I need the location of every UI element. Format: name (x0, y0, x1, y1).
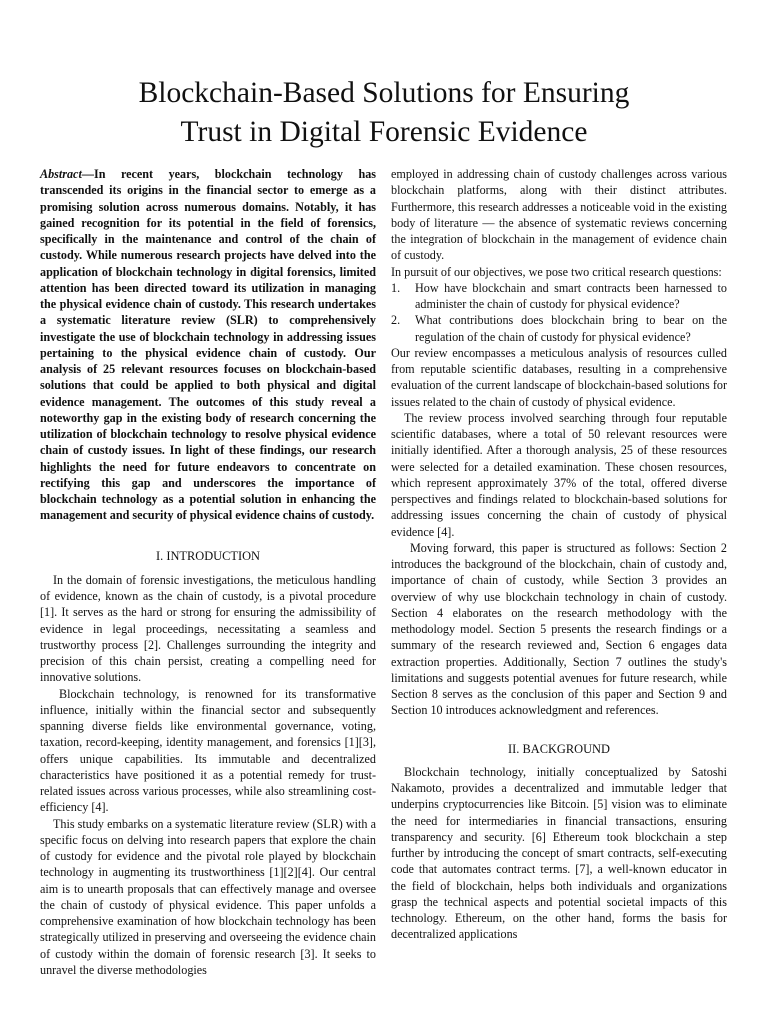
section-heading-background: II. BACKGROUND (508, 741, 610, 756)
list-number: 1. (391, 280, 401, 295)
right-paragraph-5: Moving forward, this paper is structured as follows: Section 2 introduces the background of the blockchain, chain of custody and, importance of chain of custody, while Section 3 provides an overview of why use blockchain technology in chain of custody. Section 4 elaborates on the research methodology with the methodology model. Section 5 presents the research findings or a summary of the research reviewed and, Section 6 engages data extraction properties. Additionally, Section 7 outlines the study's limitations and suggests potential avenues for future research, while Section 8 serves as the conclusion of this paper and Section 9 and Section 10 introduces acknowledgment and references. (391, 540, 727, 718)
research-question-text: How have blockchain and smart contracts been harnessed to administer the chain of custody for physical evidence? (415, 280, 727, 311)
right-paragraph-1: employed in addressing chain of custody challenges across various blockchain platforms, along with their distinct attributes. Furthermore, this research addresses a noticeable void in the existing body of literature — the absence of systematic reviews concerning the integration of blockchain in the management of evidence chain of custody. (391, 167, 727, 263)
intro-paragraph-1: In the domain of forensic investigations, the meticulous handling of evidence, known as the chain of custody, is a pivotal procedure [1]. It serves as the hard or strong for ensuring the admissibility of evidence in legal proceedings, necessitating a seamless and trustworthy process [2]. Challenges surrounding the integrity and precision of this chain persist, creating a compelling need for innovative solutions. (40, 572, 376, 685)
background-paragraph-1: Blockchain technology, initially conceptualized by Satoshi Nakamoto, provides a decentralized and immutable ledger that underpins cryptocurrencies like Bitcoin. [5] vision was to eliminate the need for intermediaries in financial transactions, ensuring transparency and security. [6] Ethereum took blockchain a step further by introducing the concept of smart contracts, self-executing code that automates contract terms. [7], a well-known educator in the field of blockchain, helps both individuals and organizations grasp the technical aspects and potential societal impacts of this technology. Ethereum, on the other hand, forms the basis for decentralized applications (391, 764, 727, 942)
intro-paragraph-3: This study embarks on a systematic literature review (SLR) with a specific focus on delving into research papers that explore the chain of custody for evidence and the pivotal role played by blockchain technology in augmenting its trustworthiness [1][2][4]. Our central aim is to unearth proposals that can effectively manage and oversee the chain of custody of physical evidence. This paper unfolds a comprehensive examination of how blockchain technology has been strategically utilized in preserving and overseeing the evidence chain of custody within the domain of forensic research [3]. It seeks to unravel the diverse methodologies (40, 816, 376, 977)
right-column (391, 166, 727, 943)
right-paragraph-4: The review process involved searching through four reputable scientific databases, where a total of 50 relevant resources were initially identified. After a thorough analysis, 25 of these resources were selected for a detailed examination. These chosen resources, which represent approximately 37% of the total, offered diverse perspectives and findings related to blockchain-based solutions for addressing issues concerning the chain of custody of physical evidence [4]. (391, 410, 727, 539)
intro-paragraph-2: Blockchain technology, is renowned for its transformative influence, initially within the financial sector and subsequently spanning diverse fields like environmental governance, voting, taxation, record-keeping, identity management, and forensics [1][3], offers unique capabilities. Its immutable and decentralized characteristics have positioned it as a potential remedy for trust-related issues across various processes, while also streamlining cost-efficiency [4]. (40, 686, 376, 815)
left-column (40, 166, 376, 978)
research-questions-intro: In pursuit of our objectives, we pose two critical research questions: (391, 264, 722, 279)
list-number: 2. (391, 313, 401, 328)
paper-title (0, 74, 768, 152)
abstract-label: Abstract— (40, 167, 94, 181)
abstract-text: In recent years, blockchain technology has transcended its origins in the financial sector to emerge as a promising solution across numerous domains. Notably, it has gained recognition for its potential in the field of forensics, specifically in the maintenance and control of the chain of custody. While numerous research projects have delved into the application of blockchain technology in digital forensics, limited attention has been directed toward its utilization in managing the physical evidence chain of custody. This research undertakes a systematic literature review (SLR) to comprehensively investigate the use of blockchain technology in addressing issues pertaining to the physical evidence chain of custody. Our analysis of 25 relevant resources focuses on blockchain-based solutions that could be applied to both physical and digital evidence management. The outcomes of this study reveal a noteworthy gap in the existing body of research concerning the utilization of blockchain technology to resolve physical evidence chain of custody issues. In light of these findings, our research highlights the need for future endeavors to concentrate on rectifying this gap and underscores the importance of blockchain technology as a potential solution in enhancing the management and security of physical evidence chains of custody. (40, 167, 376, 523)
research-question (391, 312, 727, 345)
research-question (391, 280, 727, 313)
paper-title-line-1: Blockchain-Based Solutions for Ensuring (138, 77, 630, 109)
paper-title-line-2: Trust in Digital Forensic Evidence (180, 116, 588, 148)
research-questions-list (391, 280, 727, 345)
section-heading-introduction: I. INTRODUCTION (156, 548, 260, 563)
right-paragraph-3: Our review encompasses a meticulous analysis of resources culled from reputable scientific databases, resulting in a comprehensive evaluation of the current landscape of blockchain-based solutions for issues related to the chain of custody of physical evidence. (391, 345, 727, 409)
research-question-text: What contributions does blockchain bring to bear on the regulation of the chain of custody for physical evidence? (415, 313, 727, 344)
abstract (40, 166, 376, 524)
